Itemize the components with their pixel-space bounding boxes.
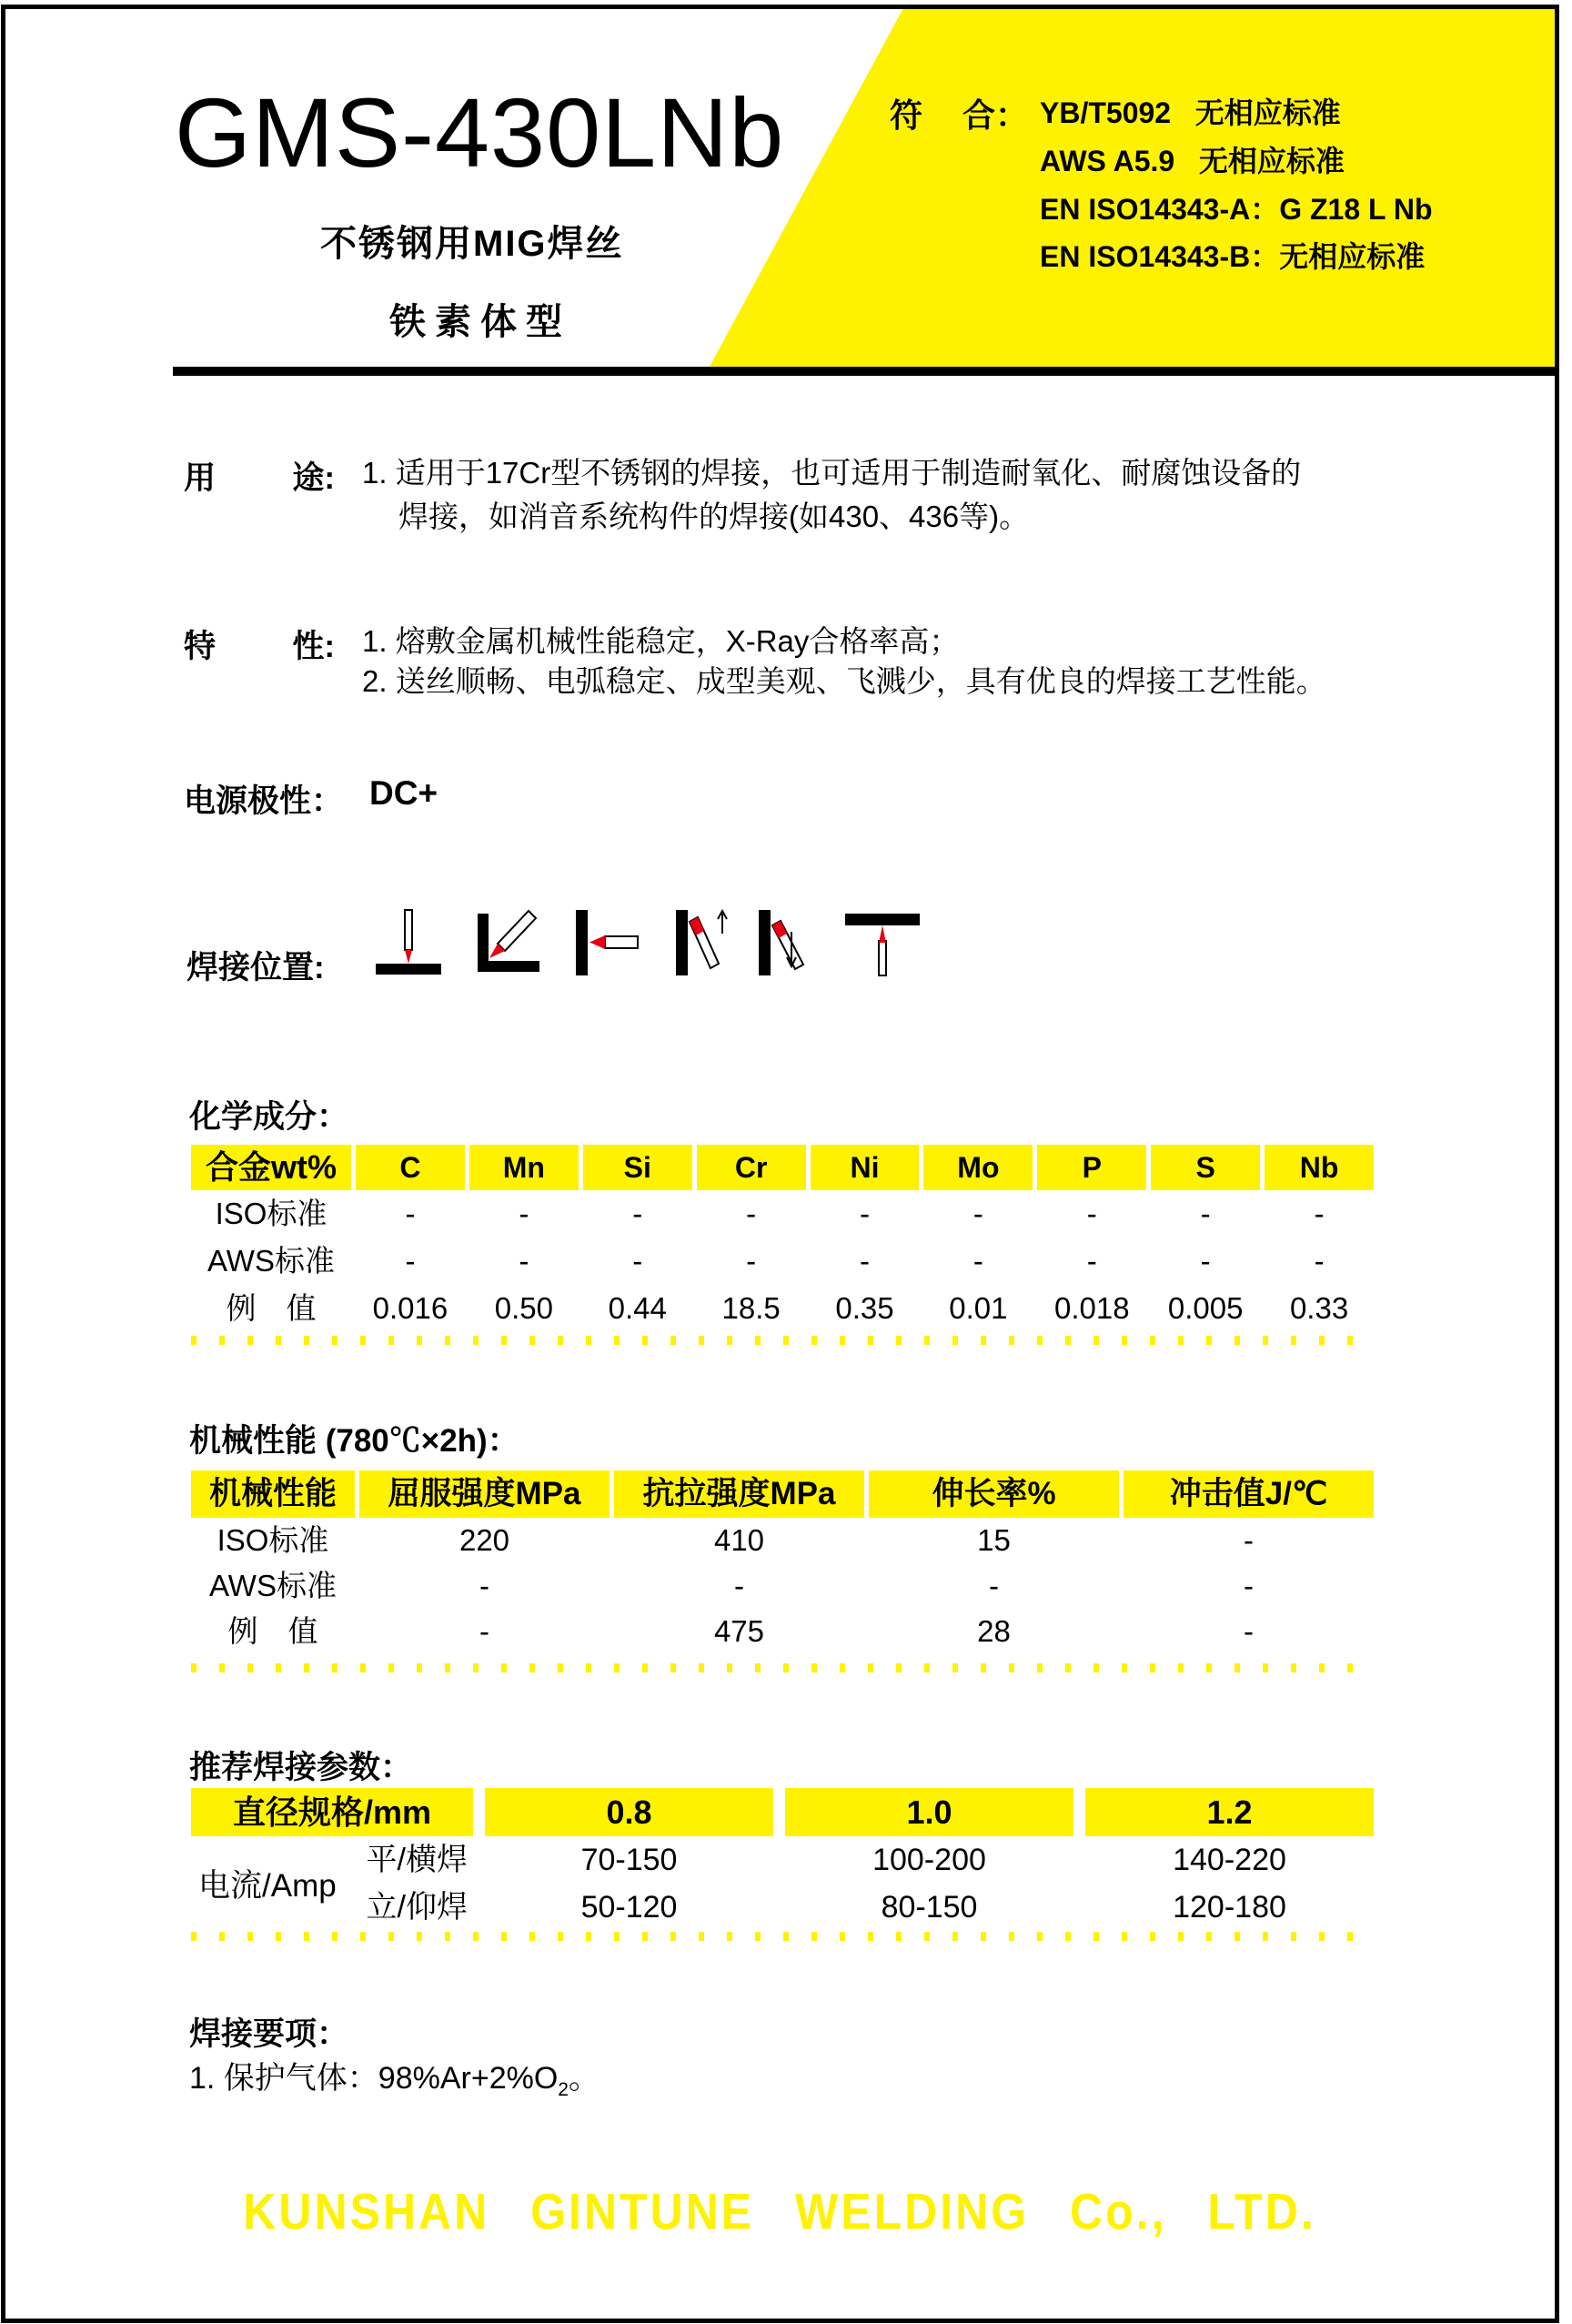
polarity-label: 电源极性： [184,783,344,819]
dotted-separator [191,1932,1366,1941]
mechanical-header-cell: 屈服强度MPa [359,1470,610,1518]
chemical-header-cell: P [1037,1145,1146,1190]
mechanical-table [191,1470,1374,1654]
chemical-section-title: 化学成分： [189,1099,349,1135]
mechanical-header-row [191,1470,1374,1518]
notes-section-title: 焊接要项： [189,2016,349,2052]
vertical-down-weld-icon [755,906,819,979]
standard-iso-a: EN ISO14343-A：G Z18 L Nb [1040,193,1433,226]
parameters-table [191,1788,1374,1931]
parameters-header-cell: 1.2 [1085,1788,1374,1836]
positions-label: 焊接位置: [186,950,325,985]
parameters-header-cell: 1.0 [785,1788,1073,1836]
features-line-1: 1. 熔敷金属机械性能稳定，X-Ray合格率高； [362,624,960,658]
standard-iso-b: EN ISO14343-B：无相应标准 [1040,240,1426,273]
parameters-header-cell: 直径规格/mm [191,1788,473,1836]
chemical-header-cell: S [1151,1145,1260,1190]
chemical-row-aws: AWS标准 - - - - - - - - - [207,1244,1325,1278]
horizontal-weld-icon [570,906,640,979]
parameters-row-vertical-overhead: 立/仰焊 50-120 80-150 120-180 [366,1890,1286,1925]
chemical-header-cell: Cr [697,1145,806,1190]
chemical-row-iso: ISO标准 - - - - - - - - - [215,1197,1325,1230]
chemical-row-example: 例 值 0.016 0.50 0.44 18.5 0.35 0.01 0.018 0.005 0.33 [226,1291,1349,1325]
current-group-label: 电流/Amp [198,1868,337,1904]
chemical-header-cell: Mo [923,1145,1033,1190]
parameters-section-title: 推荐焊接参数： [189,1750,413,1785]
overhead-weld-icon [843,906,922,979]
mechanical-header-cell: 冲击值J/℃ [1124,1470,1374,1518]
usage-label: 用 途: [184,460,335,496]
standard-aws: AWS A5.9 无相应标准 [1040,145,1345,177]
header-divider-rule [173,367,1559,376]
dotted-separator [191,1663,1366,1672]
chemical-table [191,1145,1374,1332]
product-type-subtitle: 不锈钢用MIG焊丝 [320,224,624,264]
ferritic-type-subtitle: 铁素体型 [389,302,571,342]
mechanical-section-title: 机械性能 (780℃×2h)： [189,1423,519,1459]
chemical-header-cell: Mn [469,1145,579,1190]
dotted-separator [191,1336,1366,1345]
mechanical-header-cell: 伸长率% [869,1470,1119,1518]
standard-yb: YB/T5092 无相应标准 [1040,96,1341,129]
chemical-header-cell: Si [583,1145,692,1190]
parameters-body [191,1836,1374,1931]
shielding-gas-note: 1. 保护气体：$98\%Ar+2\%O_2$。 [189,2061,600,2100]
parameters-header-cell: 0.8 [485,1788,773,1836]
mechanical-row-iso: ISO标准 220 410 15 - [217,1523,1254,1557]
mechanical-header-cell: 机械性能 [191,1470,355,1518]
page-title: GMS-430LNb [175,77,785,187]
flat-weld-icon [371,906,446,979]
parameters-header-row [191,1788,1374,1836]
chemical-header-cell: 合金wt% [191,1145,351,1190]
chemical-header-cell: C [356,1145,465,1190]
company-name: KUNSHAN GINTUNE WELDING Co., LTD. [243,2183,1316,2240]
mechanical-row-example: 例 值 - 475 28 - [227,1614,1254,1648]
chemical-header-row [191,1145,1374,1190]
vertical-up-weld-icon [672,906,731,979]
usage-line-2: 焊接，如消音系统构件的焊接(如430、436等)。 [398,500,1030,533]
usage-line-1: 1. 适用于17Cr型不锈钢的焊接，也可适用于制造耐氧化、耐腐蚀设备的 [362,456,1302,490]
mechanical-row-aws: AWS标准 - - - - [209,1569,1254,1602]
chemical-header-cell: Ni [811,1145,920,1190]
features-line-2: 2. 送丝顺畅、电弧稳定、成型美观、飞溅少，具有优良的焊接工艺性能。 [362,664,1326,698]
parameters-row-flat-horizontal: 平/横焊 70-150 100-200 140-220 [366,1843,1286,1877]
features-label: 特 性: [184,629,335,664]
mechanical-header-cell: 抗拉强度MPa [614,1470,864,1518]
standards-label: 符 合： [890,96,1028,134]
chemical-header-cell: Nb [1265,1145,1374,1190]
fillet-weld-icon [474,906,543,979]
polarity-value: DC+ [369,774,438,812]
